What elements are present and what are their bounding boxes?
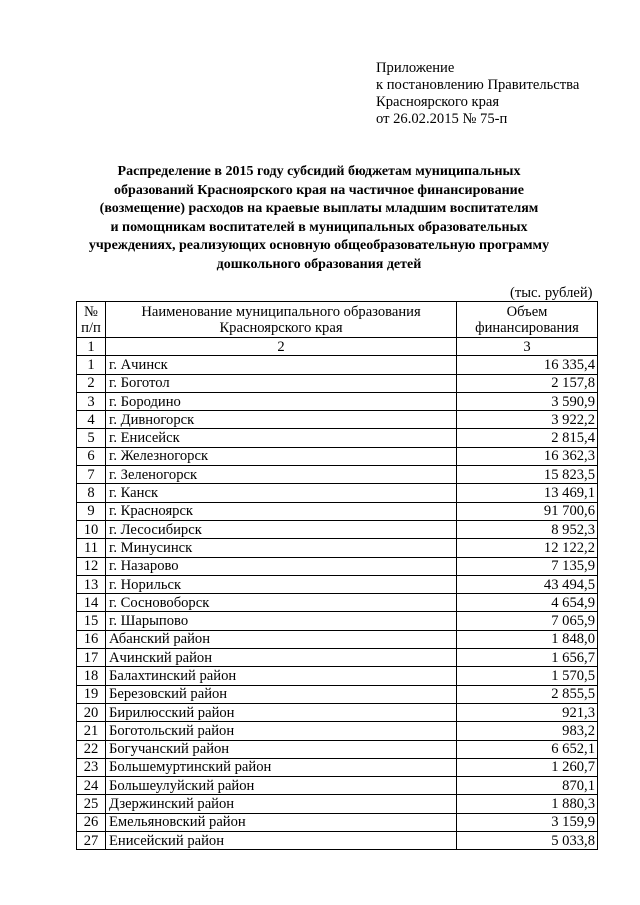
header-number-line2: п/п <box>81 320 101 336</box>
row-number <box>77 447 106 465</box>
row-value <box>457 520 598 538</box>
row-value-text: 4 654,9 <box>551 594 595 611</box>
row-name-text: Балахтинский район <box>109 667 237 684</box>
row-name-text: г. Дивногорск <box>109 411 195 428</box>
table-row <box>77 777 598 795</box>
row-number-text: 6 <box>87 448 95 465</box>
row-value-text: 13 469,1 <box>543 485 595 502</box>
row-value-text: 12 122,2 <box>543 539 595 556</box>
row-number <box>77 575 106 593</box>
appendix-line: Красноярского края <box>376 94 500 110</box>
row-name <box>106 392 457 410</box>
row-value <box>457 557 598 575</box>
title-line: Распределение в 2015 году субсидий бюджетам муниципальных <box>117 164 521 179</box>
column-index: 1 <box>77 338 106 356</box>
title-line: дошкольного образования детей <box>216 256 422 272</box>
row-name <box>106 594 457 612</box>
row-value <box>457 594 598 612</box>
row-number <box>77 740 106 758</box>
row-name-text: г. Ачинск <box>109 356 168 373</box>
row-value-text: 3 590,9 <box>551 393 595 410</box>
row-value <box>457 392 598 410</box>
row-number-text: 10 <box>83 521 99 538</box>
row-number <box>77 392 106 410</box>
row-value <box>457 356 598 374</box>
row-number <box>77 758 106 776</box>
row-number <box>77 832 106 850</box>
header-name <box>106 302 457 338</box>
table-row <box>77 758 598 776</box>
row-name <box>106 575 457 593</box>
row-value-text: 5 033,8 <box>551 832 595 849</box>
row-number <box>77 466 106 484</box>
row-name-text: г. Бородино <box>109 393 181 410</box>
row-name-text: г. Енисейск <box>109 430 180 447</box>
row-number <box>77 411 106 429</box>
header-name-line2: Красноярского края <box>219 320 343 336</box>
table-row <box>77 813 598 831</box>
row-name <box>106 777 457 795</box>
column-index: 3 <box>457 338 598 356</box>
row-name <box>106 411 457 429</box>
table-row <box>77 356 598 374</box>
title-line: учреждениях, реализующих основную общеобразовательную программу <box>88 238 550 253</box>
row-name-text: г. Сосновоборск <box>109 594 210 611</box>
row-value <box>457 703 598 721</box>
row-value-text: 15 823,5 <box>543 466 595 483</box>
row-value-text: 2 815,4 <box>551 430 595 447</box>
row-name <box>106 356 457 374</box>
row-name-text: г. Канск <box>109 485 159 502</box>
row-value <box>457 630 598 648</box>
row-name <box>106 649 457 667</box>
header-name-line1: Наименование муниципального образования <box>141 304 421 320</box>
row-number <box>77 502 106 520</box>
row-name-text: Боготольский район <box>109 722 235 739</box>
row-value-text: 1 880,3 <box>551 796 595 813</box>
row-name <box>106 612 457 630</box>
row-number-text: 11 <box>83 539 99 556</box>
table-row <box>77 832 598 850</box>
row-number <box>77 520 106 538</box>
row-value <box>457 502 598 520</box>
row-number-text: 2 <box>87 375 95 392</box>
row-name-text: Большеулуйский район <box>109 777 255 794</box>
row-name <box>106 667 457 685</box>
row-number <box>77 630 106 648</box>
row-value-text: 983,2 <box>562 722 595 739</box>
row-name <box>106 557 457 575</box>
table-row <box>77 557 598 575</box>
row-name <box>106 832 457 850</box>
row-value <box>457 832 598 850</box>
row-name-text: г. Красноярск <box>109 503 194 520</box>
row-number <box>77 813 106 831</box>
header-value-line1: Объем <box>506 304 548 320</box>
table-row <box>77 667 598 685</box>
row-value <box>457 758 598 776</box>
table-row <box>77 411 598 429</box>
row-name-text: Большемуртинский район <box>109 759 272 776</box>
row-value <box>457 447 598 465</box>
row-value <box>457 685 598 703</box>
row-name <box>106 374 457 392</box>
row-name <box>106 722 457 740</box>
row-value-text: 1 656,7 <box>551 649 595 666</box>
table-row <box>77 374 598 392</box>
row-value <box>457 777 598 795</box>
row-number-text: 13 <box>83 576 99 593</box>
units-label: (тыс. рублей) <box>510 285 593 301</box>
row-name <box>106 703 457 721</box>
row-value <box>457 429 598 447</box>
row-number <box>77 722 106 740</box>
row-number-text: 20 <box>83 704 99 721</box>
row-name <box>106 539 457 557</box>
row-number <box>77 795 106 813</box>
row-name-text: Бирилюсский район <box>109 704 235 721</box>
row-name-text: Енисейский район <box>109 832 225 849</box>
row-value <box>457 466 598 484</box>
header-value-line2: финансирования <box>475 320 579 336</box>
header-number-line1: № <box>84 304 98 320</box>
row-value <box>457 539 598 557</box>
row-number-text: 7 <box>87 466 95 483</box>
row-name-text: Березовский район <box>109 686 228 703</box>
row-value <box>457 795 598 813</box>
table-row <box>77 447 598 465</box>
row-name-text: Дзержинский район <box>109 796 235 813</box>
table-row <box>77 466 598 484</box>
row-number-text: 27 <box>83 832 99 849</box>
row-name-text: г. Назарово <box>109 558 179 575</box>
row-number-text: 12 <box>83 558 99 575</box>
table-row <box>77 429 598 447</box>
row-value-text: 921,3 <box>562 704 595 721</box>
row-value-text: 91 700,6 <box>543 503 595 520</box>
row-number-text: 3 <box>87 393 95 410</box>
row-number-text: 1 <box>87 356 95 373</box>
table-row <box>77 795 598 813</box>
row-name <box>106 520 457 538</box>
appendix-block <box>376 60 579 128</box>
row-name <box>106 685 457 703</box>
table-row <box>77 612 598 630</box>
row-name <box>106 447 457 465</box>
row-value-text: 3 159,9 <box>551 814 595 831</box>
row-value-text: 16 362,3 <box>543 448 595 465</box>
row-name-text: Емельяновский район <box>109 814 246 831</box>
row-value <box>457 411 598 429</box>
table-row <box>77 502 598 520</box>
row-value-text: 2 157,8 <box>551 375 595 392</box>
row-number <box>77 667 106 685</box>
row-number-text: 8 <box>87 485 95 502</box>
row-name-text: г. Норильск <box>109 576 182 593</box>
row-number-text: 17 <box>83 649 99 666</box>
row-name-text: г. Минусинск <box>109 539 193 556</box>
table-row <box>77 392 598 410</box>
row-value <box>457 740 598 758</box>
table-row <box>77 539 598 557</box>
column-index: 2 <box>106 338 457 356</box>
row-name <box>106 813 457 831</box>
row-value <box>457 374 598 392</box>
row-value-text: 7 135,9 <box>551 558 595 575</box>
row-number <box>77 594 106 612</box>
row-number-text: 26 <box>83 814 99 831</box>
row-number-text: 4 <box>87 411 95 428</box>
financing-table <box>76 301 598 850</box>
row-value <box>457 575 598 593</box>
table-header-row <box>77 302 598 338</box>
row-name-text: Богучанский район <box>109 741 230 758</box>
row-number-text: 23 <box>83 759 99 776</box>
appendix-line: Приложение <box>376 60 455 76</box>
table-row <box>77 484 598 502</box>
title-line: и помощникам воспитателей в муниципальных образовательных <box>110 219 528 235</box>
appendix-line: к постановлению Правительства <box>376 77 580 93</box>
row-number <box>77 429 106 447</box>
row-number-text: 16 <box>83 631 99 648</box>
row-name-text: Ачинский район <box>109 649 213 666</box>
table-row <box>77 520 598 538</box>
row-value-text: 43 494,5 <box>543 576 595 593</box>
table-row <box>77 740 598 758</box>
row-number <box>77 484 106 502</box>
table-row <box>77 685 598 703</box>
row-value <box>457 612 598 630</box>
row-number <box>77 703 106 721</box>
document-title <box>80 163 558 274</box>
row-name <box>106 484 457 502</box>
row-name-text: г. Железногорск <box>109 448 209 465</box>
table-row <box>77 594 598 612</box>
title-line: (возмещение) расходов на краевые выплаты младшим воспитателям <box>99 201 539 216</box>
row-name <box>106 758 457 776</box>
row-value <box>457 667 598 685</box>
row-number <box>77 649 106 667</box>
row-name-text: г. Лесосибирск <box>109 521 202 538</box>
row-value-text: 2 855,5 <box>551 686 595 703</box>
row-value-text: 7 065,9 <box>551 613 595 630</box>
row-number <box>77 356 106 374</box>
row-value <box>457 484 598 502</box>
table-row <box>77 575 598 593</box>
row-number-text: 18 <box>83 667 99 684</box>
row-value-text: 1 570,5 <box>551 667 595 684</box>
row-number <box>77 539 106 557</box>
row-number-text: 21 <box>83 722 99 739</box>
row-value <box>457 649 598 667</box>
row-name <box>106 429 457 447</box>
row-value-text: 1 260,7 <box>551 759 595 776</box>
row-name <box>106 630 457 648</box>
row-value-text: 1 848,0 <box>551 631 595 648</box>
row-number-text: 22 <box>83 741 99 758</box>
row-number-text: 15 <box>83 613 99 630</box>
header-value <box>457 302 598 338</box>
table-row <box>77 630 598 648</box>
row-value <box>457 722 598 740</box>
row-name <box>106 502 457 520</box>
row-number <box>77 612 106 630</box>
row-name-text: г. Зеленогорск <box>109 466 198 483</box>
row-number <box>77 685 106 703</box>
row-number-text: 19 <box>83 686 99 703</box>
row-number-text: 24 <box>83 777 99 794</box>
row-number-text: 14 <box>83 594 99 611</box>
row-number-text: 25 <box>83 796 99 813</box>
row-name-text: г. Шарыпово <box>109 613 189 630</box>
row-value-text: 8 952,3 <box>551 521 595 538</box>
row-name-text: г. Боготол <box>109 375 170 392</box>
row-value-text: 6 652,1 <box>551 741 595 758</box>
table-row <box>77 649 598 667</box>
row-name <box>106 795 457 813</box>
row-number <box>77 777 106 795</box>
table-row <box>77 703 598 721</box>
row-value-text: 3 922,2 <box>551 411 595 428</box>
row-value-text: 16 335,4 <box>543 356 595 373</box>
header-number <box>77 302 106 338</box>
row-number-text: 5 <box>87 430 95 447</box>
row-number <box>77 374 106 392</box>
row-value-text: 870,1 <box>562 777 595 794</box>
title-line: образований Красноярского края на частичное финансирование <box>114 182 524 198</box>
row-value <box>457 813 598 831</box>
row-name <box>106 740 457 758</box>
row-name-text: Абанский район <box>109 631 211 648</box>
row-name <box>106 466 457 484</box>
row-number-text: 9 <box>87 503 95 520</box>
table-row <box>77 722 598 740</box>
row-number <box>77 557 106 575</box>
column-index-row <box>77 338 598 356</box>
appendix-line: от 26.02.2015 № 75-п <box>376 111 508 127</box>
